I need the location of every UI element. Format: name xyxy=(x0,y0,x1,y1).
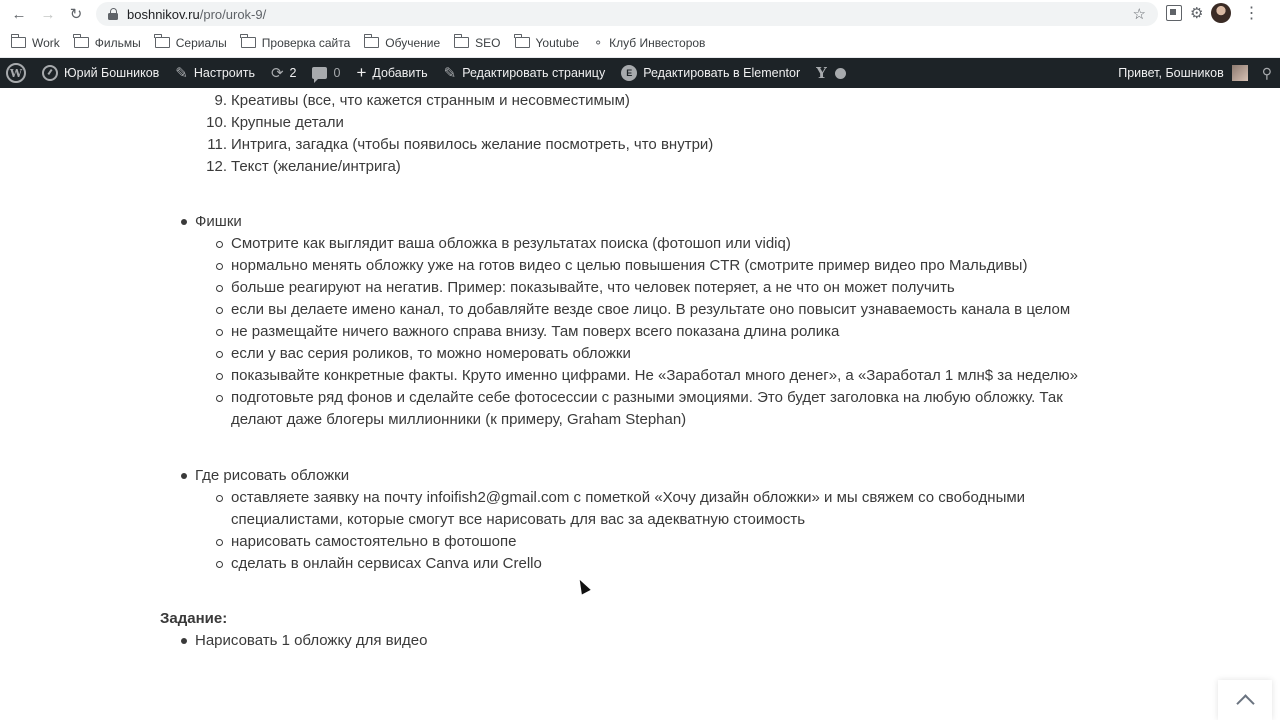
extensions-area xyxy=(1166,3,1259,23)
add-new-menu[interactable] xyxy=(348,58,435,88)
bullet-disc xyxy=(181,638,187,644)
list-item: показывайте конкретные факты. Круто именно цифрами. Не «Заработал много денег», а «Заработал 1 млн$ за неделю» xyxy=(231,367,1078,384)
chevron-up-icon xyxy=(1236,694,1254,712)
bullet-circle xyxy=(216,241,223,248)
my-account-menu[interactable] xyxy=(1110,58,1248,88)
search-icon[interactable]: ⚲ xyxy=(1261,64,1272,81)
browser-toolbar xyxy=(0,0,1280,28)
bullet-circle xyxy=(216,307,223,314)
bullet-disc xyxy=(181,219,187,225)
address-bar[interactable] xyxy=(96,2,1158,26)
folder-icon xyxy=(454,37,469,48)
bookmark-seo[interactable] xyxy=(454,36,500,50)
updates-menu[interactable] xyxy=(263,58,305,88)
bullet-circle xyxy=(216,373,223,380)
edit-page-label: Редактировать страницу xyxy=(462,66,606,80)
list-item-continuation: делают даже блогеры миллионники (к примеру, Graham Stephan) xyxy=(231,411,687,428)
list-item: нарисовать самостоятельно в фотошопе xyxy=(231,533,517,550)
section-title-where: Где рисовать обложки xyxy=(195,467,350,484)
comments-count: 0 xyxy=(333,66,341,80)
bullet-circle xyxy=(216,495,223,502)
lock-icon[interactable] xyxy=(108,8,118,20)
site-name-label: Юрий Бошников xyxy=(64,66,160,80)
bullet-circle xyxy=(216,351,223,358)
list-item: оставляете заявку на почту infoifish2@gmail.com с пометкой «Хочу дизайн обложки» и мы свяжем со свободными xyxy=(231,489,1026,506)
comment-icon xyxy=(312,67,327,79)
list-item: сделать в онлайн сервисах Canva или Crello xyxy=(231,555,542,572)
list-item: Смотрите как выглядит ваша обложка в результатах поиска (фотошоп или vidiq) xyxy=(231,235,791,252)
list-item: Крупные детали xyxy=(231,114,344,131)
edit-page-menu[interactable] xyxy=(436,58,614,88)
task-title: Задание: xyxy=(160,610,228,627)
list-item: больше реагируют на негатив. Пример: показывайте, что человек потеряет, а не что он может получить xyxy=(231,279,955,296)
customize-label: Настроить xyxy=(193,66,255,80)
bullet-circle xyxy=(216,561,223,568)
bookmark-films[interactable] xyxy=(74,36,141,50)
scroll-to-top-button[interactable] xyxy=(1218,680,1272,720)
updates-count: 2 xyxy=(289,66,297,80)
bookmark-label: Youtube xyxy=(535,35,580,50)
bookmark-site-check[interactable] xyxy=(241,36,351,50)
folder-icon xyxy=(515,37,530,48)
url-path: /pro/urok-9/ xyxy=(199,6,267,22)
site-name-menu[interactable] xyxy=(34,58,167,88)
forward-arrow-icon[interactable]: → xyxy=(40,5,56,23)
list-item: подготовьте ряд фонов и сделайте себе фотосессии с разными эмоциями. Это будет заголовка на любую обложку. Так xyxy=(231,389,1063,406)
wp-admin-bar xyxy=(0,58,1280,88)
list-number: 11. xyxy=(207,136,227,153)
task-item: Нарисовать 1 обложку для видео xyxy=(195,632,428,649)
bookmark-work[interactable] xyxy=(11,36,60,50)
list-item: не размещайте ничего важного справа внизу. Там поверх всего показана длина ролика xyxy=(231,323,840,340)
bullet-circle xyxy=(216,539,223,546)
bookmark-star-icon[interactable]: ☆ xyxy=(1132,6,1146,23)
wordpress-logo-icon: W xyxy=(6,63,26,83)
url-host: boshnikov.ru xyxy=(127,6,200,22)
bullet-circle xyxy=(216,329,223,336)
greeting-label: Привет, Бошников xyxy=(1118,66,1224,80)
list-item: если вы делаете имено канал, то добавляйте везде свое лицо. В результате оно повысит узнаваемость канала в целом xyxy=(231,301,1071,318)
list-item: Креативы (все, что кажется странным и несовместимым) xyxy=(231,92,630,109)
updates-icon: ⟳ xyxy=(270,65,284,82)
list-item: если у вас серия роликов, то можно номеровать обложки xyxy=(231,345,631,362)
bookmark-label: Обучение xyxy=(385,35,441,50)
bookmark-label: Проверка сайта xyxy=(261,35,351,50)
bookmark-label: Фильмы xyxy=(94,35,141,50)
extension-icon[interactable] xyxy=(1166,5,1182,21)
list-number: 9. xyxy=(214,92,227,109)
puzzle-icon[interactable]: ⚙ xyxy=(1190,5,1204,22)
list-item: нормально менять обложку уже на готов видео с целью повышения CTR (смотрите пример видео про Мальдивы) xyxy=(231,257,1028,274)
folder-icon xyxy=(364,37,379,48)
customize-menu[interactable] xyxy=(167,58,263,88)
menu-dots-icon[interactable]: ⋮ xyxy=(1243,5,1260,22)
folder-icon xyxy=(241,37,256,48)
admin-bar-right xyxy=(1110,58,1280,88)
list-item: Текст (желание/интрига) xyxy=(231,158,401,175)
site-icon: ⚬ xyxy=(593,35,604,50)
back-arrow-icon[interactable]: ← xyxy=(11,5,27,23)
bookmarks-bar xyxy=(0,28,1280,58)
list-number: 10. xyxy=(206,114,227,131)
yoast-icon: Y xyxy=(816,64,827,82)
bookmark-label: Клуб Инвесторов xyxy=(609,35,706,50)
post-content xyxy=(0,88,1280,720)
bullet-circle xyxy=(216,285,223,292)
folder-icon xyxy=(155,37,170,48)
reload-icon[interactable]: ↻ xyxy=(69,6,83,23)
add-new-label: Добавить xyxy=(372,66,428,80)
url-text[interactable] xyxy=(127,7,266,22)
list-number: 12. xyxy=(206,158,227,175)
profile-avatar[interactable] xyxy=(1211,3,1231,23)
list-item: Интрига, загадка (чтобы появилось желание посмотреть, что внутри) xyxy=(231,136,714,153)
bookmark-label: SEO xyxy=(475,35,501,50)
bookmark-investors-club[interactable] xyxy=(593,36,705,50)
bookmark-series[interactable] xyxy=(155,36,227,50)
bookmark-learning[interactable] xyxy=(364,36,440,50)
list-item-continuation: специалистами, которые смогут все нарисовать для вас за адекватную стоимость xyxy=(231,511,806,528)
folder-icon xyxy=(11,37,26,48)
bullet-circle xyxy=(216,263,223,270)
pencil-icon: ✎ xyxy=(443,65,457,82)
folder-icon xyxy=(74,37,89,48)
bullet-disc xyxy=(181,473,187,479)
bookmark-label: Сериалы xyxy=(175,35,227,50)
bookmark-youtube[interactable] xyxy=(515,36,580,50)
plus-icon: + xyxy=(356,63,367,82)
seo-status-dot-icon xyxy=(835,68,846,79)
edit-elementor-menu[interactable] xyxy=(613,58,808,88)
comments-menu[interactable] xyxy=(304,58,348,88)
bullet-circle xyxy=(216,395,223,402)
brush-icon: ✎ xyxy=(175,65,188,82)
seo-menu[interactable] xyxy=(808,58,854,88)
edit-elementor-label: Редактировать в Elementor xyxy=(643,66,801,80)
wp-logo-menu[interactable] xyxy=(0,58,34,88)
bookmark-label: Work xyxy=(32,35,60,50)
dashboard-icon xyxy=(42,65,58,81)
elementor-icon: E xyxy=(621,65,637,81)
user-avatar xyxy=(1232,65,1248,81)
section-title-tips: Фишки xyxy=(195,213,242,230)
